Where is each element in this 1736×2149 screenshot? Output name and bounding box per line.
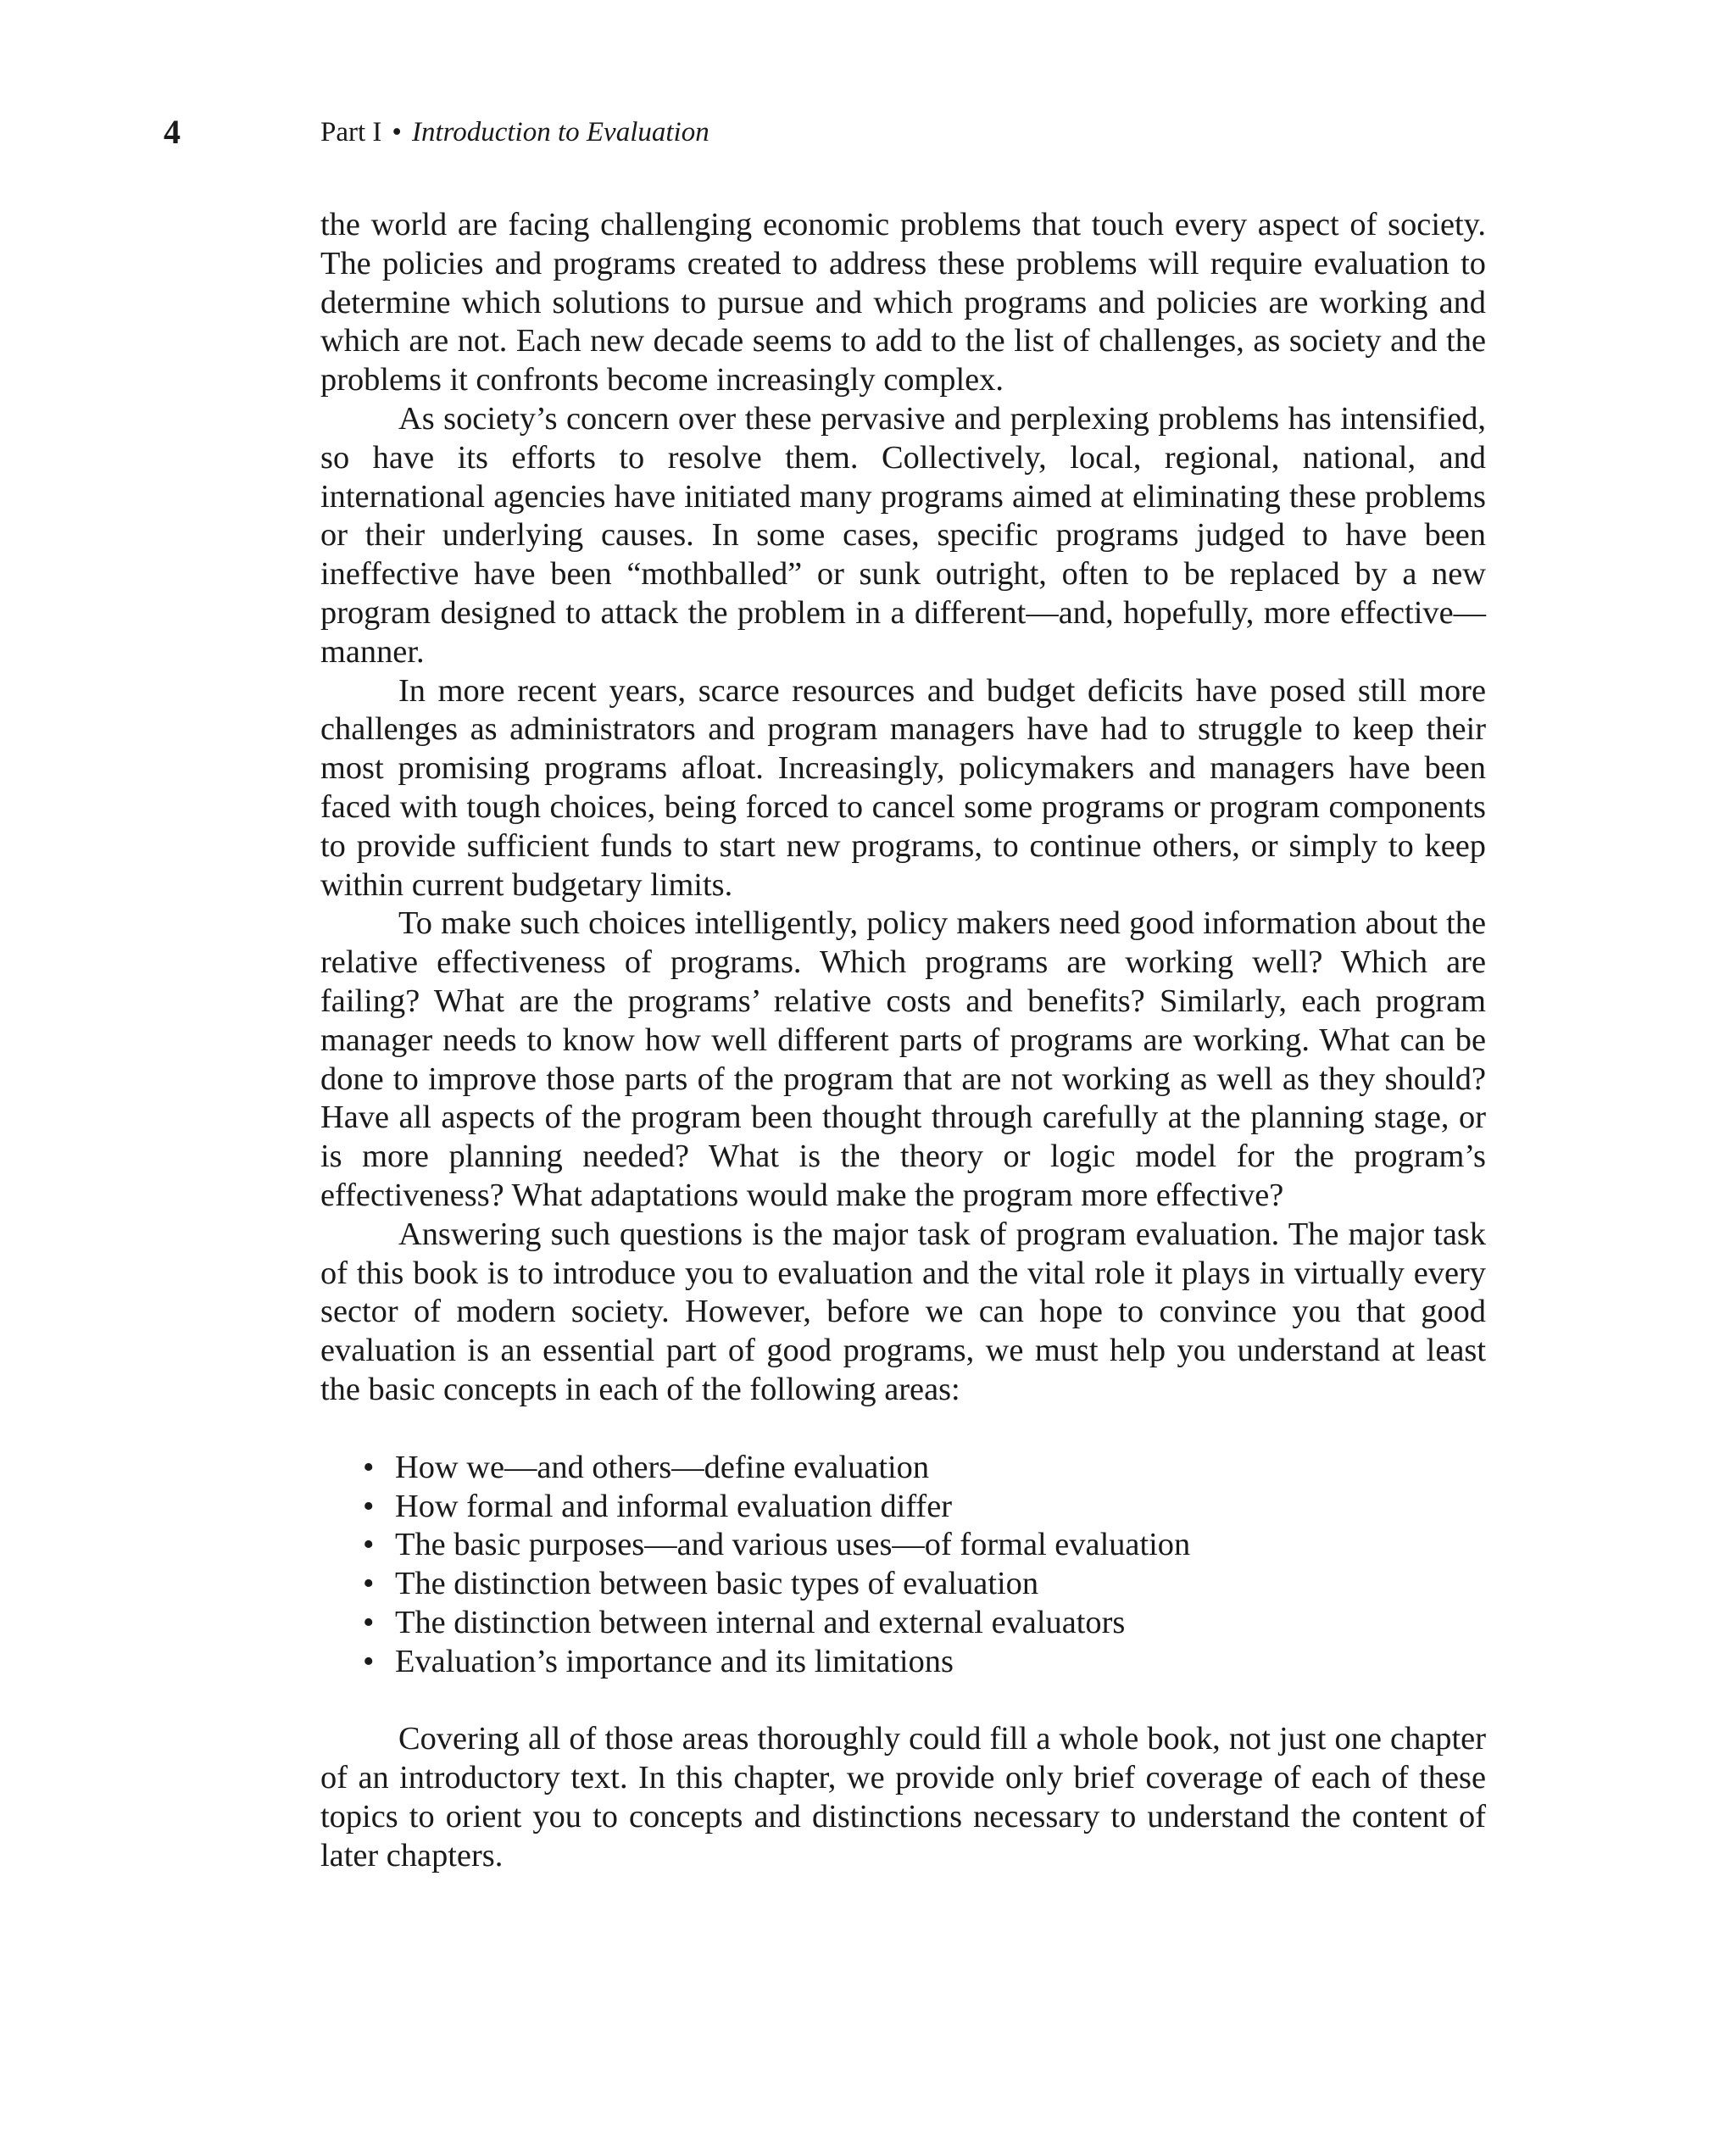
paragraph-2: As society’s concern over these pervasive and perplexing problems has intensified, so have its efforts to resolve them. Collectively, local, regional, national, and international agencies have initiated many programs aimed at eliminating these problems or their underlying causes. In some cases, specific programs judged to have been ineffective have been “mothballed” or sunk outright, often to be replaced by a new program designed to attack the problem in a different—and, hopefully, more effective—manner. [320, 400, 1486, 670]
bullet-item [320, 1449, 1486, 1488]
bullet-icon: • [363, 1604, 375, 1640]
paragraph-5: Answering such questions is the major task of program evaluation. The major task of this book is to introduce you to evaluation and the vital role it plays in virtually every sector of modern society. However, before we can hope to convince you that good evaluation is an essential part of good programs, we must help you understand at least the basic concepts in each of the following areas: [320, 1216, 1486, 1407]
page-number: 4 [164, 113, 181, 151]
bullet-item [320, 1565, 1486, 1604]
bullet-icon: • [363, 1566, 375, 1602]
running-head [320, 110, 709, 154]
part-label: Part I [320, 117, 382, 148]
bullet-text: The distinction between internal and external evaluators [395, 1604, 1126, 1640]
paragraph-3: In more recent years, scarce resources and budget deficits have posed still more challenges as administrators and program managers have had to struggle to keep their most promising programs afloat. Increasingly, policymakers and managers have been faced with tough choices, being forced to cancel some programs or program components to provide sufficient funds to start new programs, to continue others, or simply to keep within current budgetary limits. [320, 672, 1486, 903]
bullet-icon: • [363, 1488, 375, 1524]
paragraph-6: Covering all of those areas thoroughly could fill a whole book, not just one chapter of an introductory text. In this chapter, we provide only brief coverage of each of these topics to orient you to concepts and distinctions necessary to understand the content of later chapters. [320, 1721, 1486, 1873]
bullet-text: The basic purposes—and various uses—of formal evaluation [395, 1527, 1191, 1563]
topics-bullet-list [320, 1449, 1486, 1682]
paragraph-1: the world are facing challenging economic problems that touch every aspect of society. The policies and programs created to address these problems will require evaluation to determine which solutions to pursue and which programs and policies are working and which are not. Each new decade seems to add to the list of challenges, as society and the problems it confronts become increasingly complex. [320, 207, 1486, 398]
bullet-text: Evaluation’s importance and its limitations [395, 1643, 954, 1679]
body-text [320, 206, 1486, 1876]
bullet-item [320, 1604, 1486, 1643]
bullet-icon: • [363, 1643, 375, 1679]
bullet-icon: • [363, 1449, 375, 1485]
bullet-text: How we—and others—define evaluation [395, 1449, 930, 1485]
bullet-item [320, 1526, 1486, 1565]
bullet-text: The distinction between basic types of evaluation [395, 1566, 1039, 1602]
bullet-item [320, 1488, 1486, 1527]
header-separator: • [392, 117, 402, 148]
paragraph-4: To make such choices intelligently, policy makers need good information about the relative effectiveness of programs. Which programs are working well? Which are failing? What are the programs’ relative costs and benefits? Similarly, each program manager needs to know how well different parts of programs are working. What can be done to improve those parts of the program that are not working as well as they should? Have all aspects of the program been thought through carefully at the planning stage, or is more planning needed? What is the theory or logic model for the program’s effectiveness? What adaptations would make the program more effective? [320, 905, 1486, 1213]
bullet-icon: • [363, 1527, 375, 1563]
bullet-item [320, 1643, 1486, 1682]
bullet-text: How formal and informal evaluation differ [395, 1488, 953, 1524]
chapter-title: Introduction to Evaluation [411, 117, 709, 148]
